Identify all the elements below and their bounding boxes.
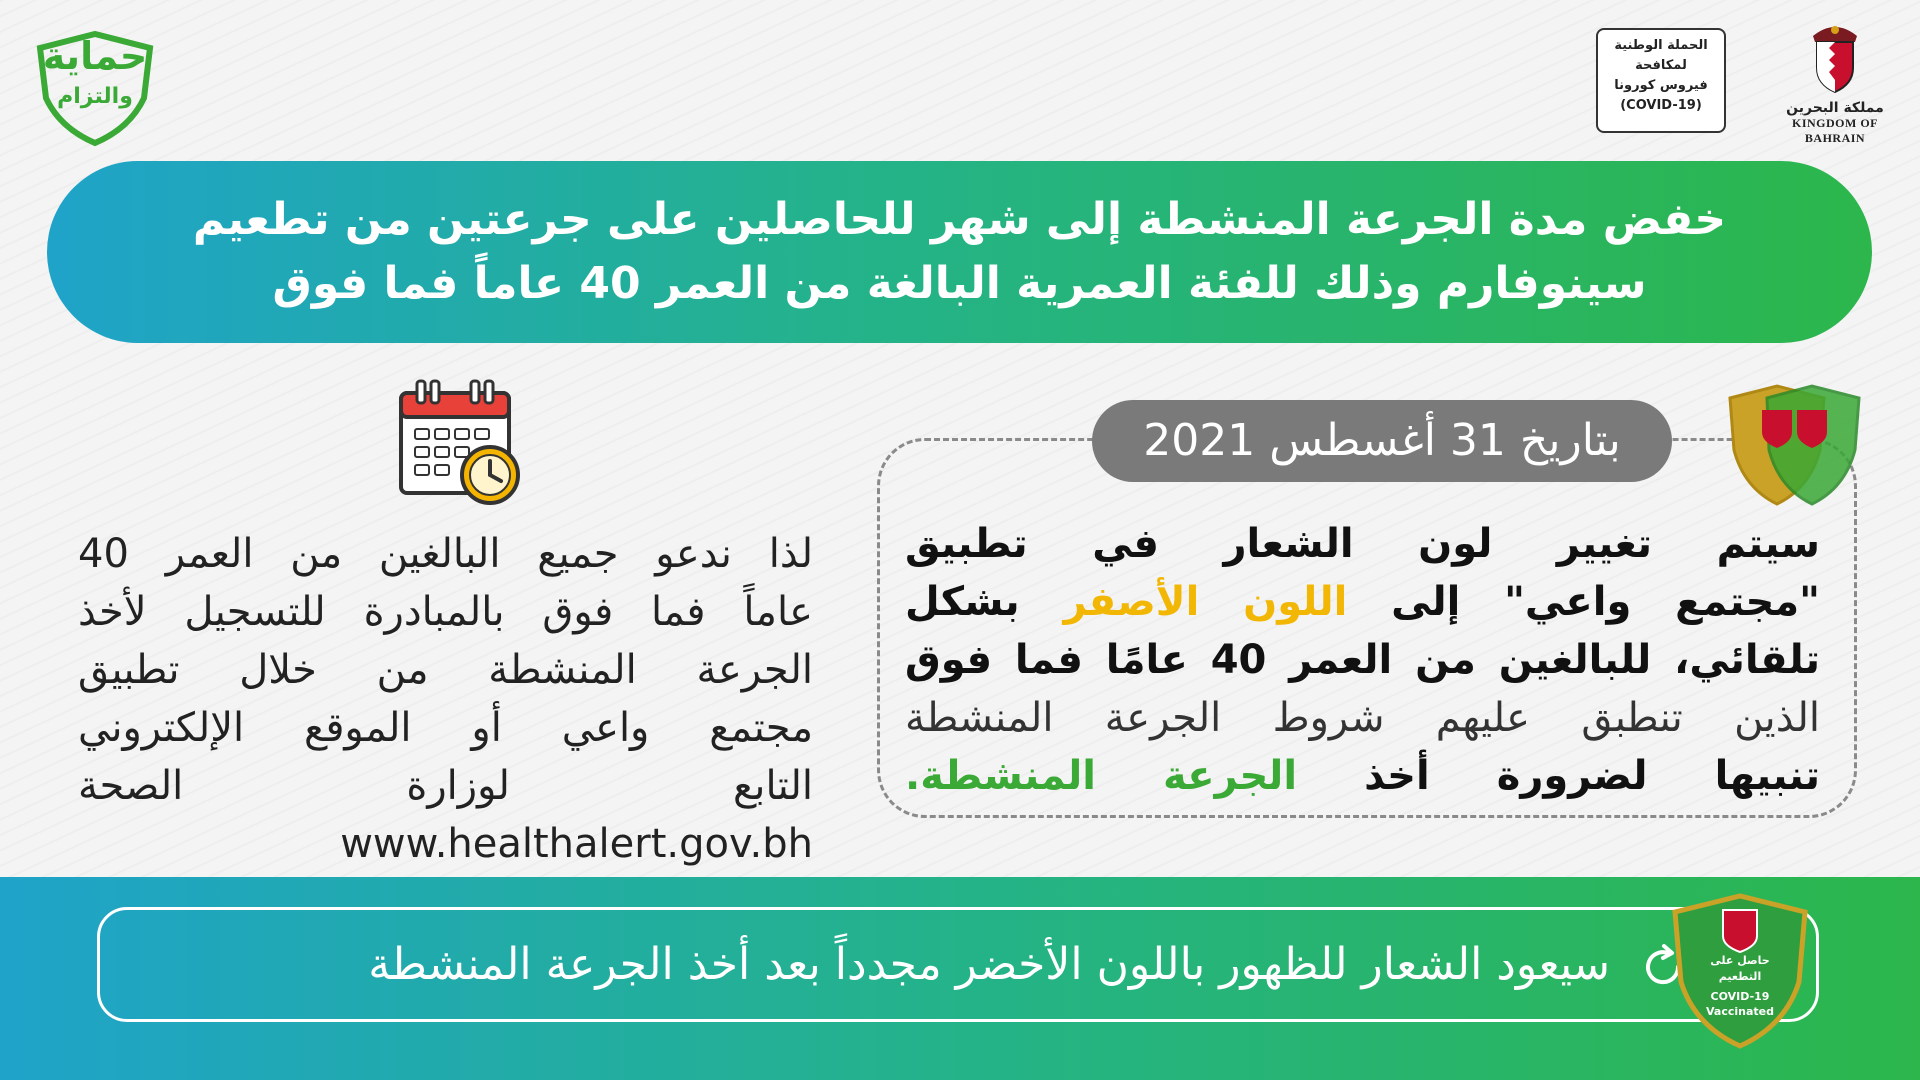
card-body-text (905, 515, 1820, 805)
left-line-2: عاماً فما فوق بالمبادرة للتسجيل لأخذ (78, 589, 813, 635)
kingdom-of-bahrain-emblem (1765, 22, 1905, 145)
bottom-message: سيعود الشعار للظهور باللون الأخضر مجدداً بعد أخذ الجرعة المنشطة (368, 939, 1610, 990)
campaign-line-3: فيروس كورونا (1614, 78, 1708, 93)
badge-line-3: COVID-19 (1710, 990, 1770, 1003)
card-line-2-end: بشكل (905, 579, 1064, 625)
logo-text-protection: حماية (42, 34, 148, 78)
date-pill: بتاريخ 31 أغسطس 2021 (1092, 400, 1672, 482)
vaccinated-shield-icon (1722, 380, 1867, 510)
yellow-color-phrase: اللون الأصفر (1063, 579, 1348, 625)
headline-line-1: خفض مدة الجرعة المنشطة إلى شهر للحاصلين على جرعتين من تطعيم (192, 194, 1727, 245)
left-line-3: الجرعة المنشطة من خلال تطبيق (78, 647, 813, 693)
badge-line-4: Vaccinated (1706, 1005, 1774, 1018)
logo-text-commitment: والتزام (57, 84, 133, 109)
badge-line-2: التطعيم (1718, 970, 1762, 983)
campaign-line-1: الحملة الوطنية (1614, 38, 1708, 53)
card-line-2-start: "مجتمع واعي" إلى (1347, 579, 1820, 625)
card-line-3: تلقائي، للبالغين من العمر 40 عامًا فما فوق (905, 637, 1820, 683)
vaccinated-badge-green (1665, 890, 1815, 1050)
badge-line-1: حاصل على (1710, 954, 1770, 967)
kingdom-name-arabic: مملكة البحرين (1786, 100, 1884, 116)
left-line-4: مجتمع واعي أو الموقع الإلكتروني (78, 705, 813, 751)
left-line-5: التابع لوزارة الصحة (78, 763, 813, 809)
left-line-1: لذا ندعو جميع البالغين من العمر 40 (78, 531, 813, 577)
health-alert-url[interactable]: www.healthalert.gov.bh (340, 821, 813, 867)
protection-commitment-logo (30, 28, 160, 148)
card-line-1: سيتم تغيير لون الشعار في تطبيق (905, 521, 1820, 567)
registration-invitation-text (78, 525, 813, 873)
bahrain-crest-icon (1805, 22, 1865, 94)
campaign-line-2: لمكافحة (1635, 58, 1687, 73)
kingdom-name-english: KINGDOM OF BAHRAIN (1792, 116, 1878, 145)
booster-dose-phrase: الجرعة المنشطة. (905, 753, 1298, 799)
national-campaign-logo (1596, 28, 1726, 133)
card-line-4: الذين تنطبق عليهم شروط الجرعة المنشطة (905, 695, 1820, 741)
headline-line-2: سينوفارم وذلك للفئة العمرية البالغة من العمر 40 عاماً فما فوق (272, 258, 1647, 309)
card-line-5-start: تنبيها لضرورة أخذ (1297, 753, 1820, 799)
card-line-5 (905, 747, 1820, 805)
headline-banner (47, 161, 1872, 343)
calendar-clock-icon (395, 375, 525, 510)
card-line-2 (905, 573, 1820, 631)
campaign-line-4: (COVID-19) (1620, 98, 1702, 113)
vaccinated-badge-yellow-green (1722, 380, 1867, 510)
